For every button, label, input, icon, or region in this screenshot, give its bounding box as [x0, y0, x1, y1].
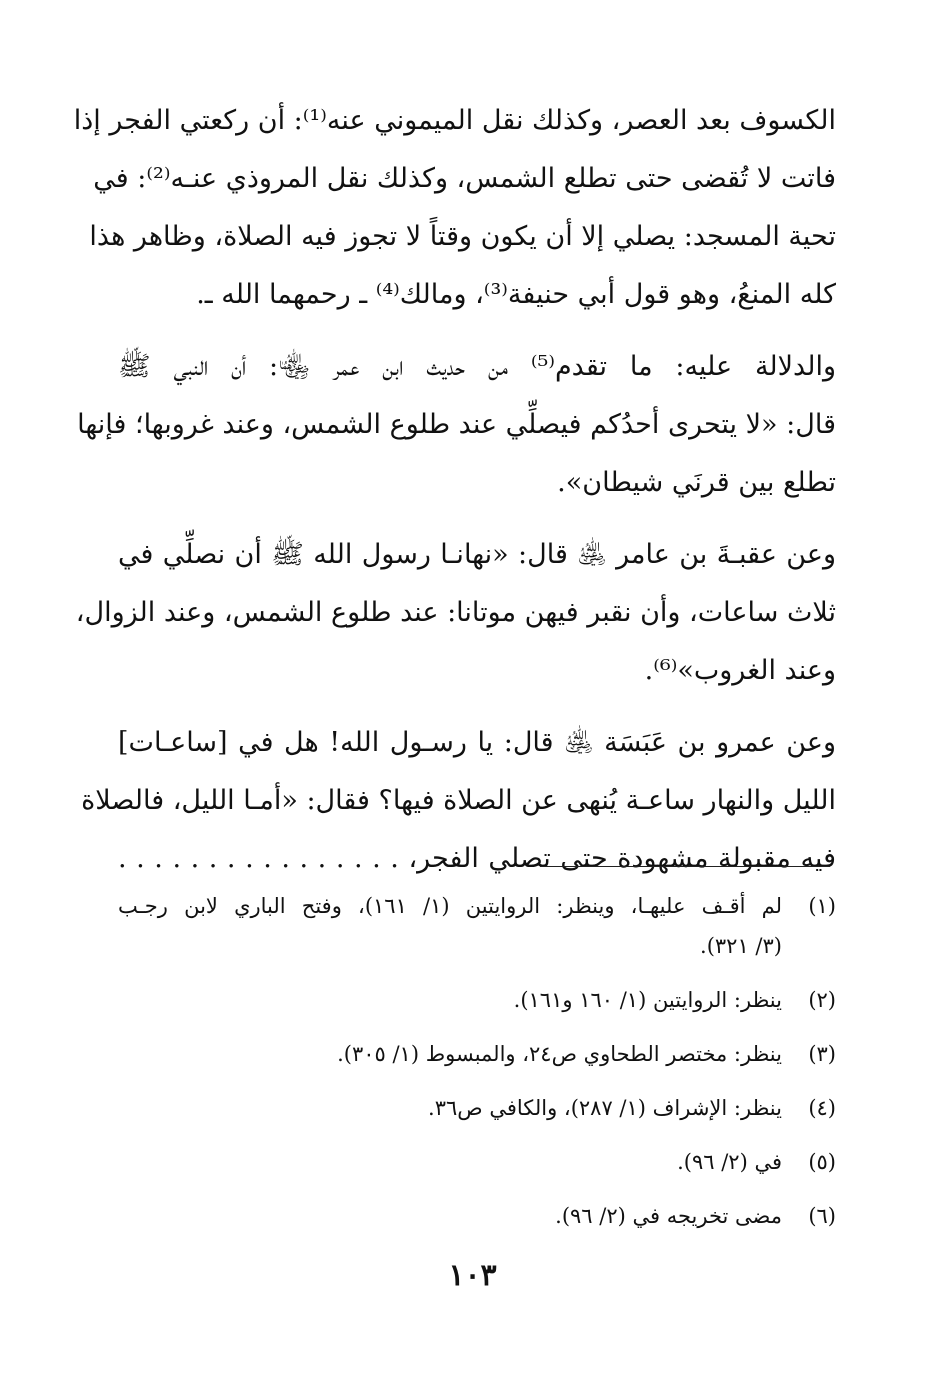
paragraph-1: [73, 92, 836, 324]
footnote-line: (٣/ ٣٢١).: [700, 934, 782, 958]
footnote-number: (٤): [808, 1096, 836, 1120]
footnote-text: [118, 1034, 782, 1074]
text-line: فيه مقبولة مشهودة حتى تصلي الفجر، . . . . . . . . . . . . . . . .: [118, 843, 836, 874]
text-line: وعن عقبـةَ بن عامر ﵁ قال: «نهانـا رسول الله ﷺ أن نصلِّي في: [118, 539, 836, 570]
paragraph-2: [77, 338, 836, 512]
footnote-number: (٢): [808, 988, 836, 1012]
footnote-text: [118, 980, 782, 1020]
footnote-divider: [540, 866, 830, 867]
footnote-number: (١): [808, 894, 836, 918]
paragraph-4: [81, 714, 836, 888]
text-line: قال: «لا يتحرى أحدُكم فيصلِّي عند طلوع الشمس، وعند غروبها؛ فإنها: [77, 409, 836, 440]
footnote-line: لم أقـف عليهـا، وينظر: الروايتين (١/ ١٦١)، وفتح الباري لابن رجـب: [118, 894, 782, 918]
footnote-5: [118, 1142, 836, 1182]
text-line: والدلالة عليه: ما تقدم⁽⁵⁾ من حديث ابن عمر ﵄: أن النبي ﷺ: [118, 351, 836, 382]
footnote-number: (٦): [808, 1204, 836, 1228]
text-line: ثلاث ساعات، وأن نقبر فيهن موتانا: عند طلوع الشمس، وعند الزوال،: [75, 597, 836, 628]
text-line: الكسوف بعد العصر، وكذلك نقل الميموني عنه⁽¹⁾: أن ركعتي الفجر إذا: [73, 105, 836, 136]
footnote-line: ينظر: الإشراف (١/ ٢٨٧)، والكافي ص٣٦.: [428, 1096, 782, 1120]
text-line: تطلع بين قرنَي شيطان».: [557, 467, 836, 498]
text-line: فاتت لا تُقضى حتى تطلع الشمس، وكذلك نقل المروذي عنـه⁽²⁾: في: [93, 163, 836, 194]
text-line: وعن عمرو بن عَبَسَة ﵁ قال: يا رسـول الله! هل في [ساعـات]: [118, 727, 836, 758]
paragraph-3: [75, 526, 836, 700]
footnote-2: [118, 980, 836, 1020]
footnote-1: [118, 886, 836, 966]
page-number: ١٠٣: [448, 1258, 497, 1293]
footnote-line: ينظر: الروايتين (١/ ١٦٠ و١٦١).: [513, 988, 782, 1012]
footnote-text: [118, 886, 782, 966]
footnote-3: [118, 1034, 836, 1074]
text-line: الليل والنهار ساعـة يُنهى عن الصلاة فيها؟ فقال: «أمـا الليل، فالصلاة: [81, 785, 836, 816]
footnote-number: (٥): [808, 1150, 836, 1174]
footnote-6: [118, 1196, 836, 1236]
footnote-text: [118, 1196, 782, 1236]
footnote-line: في (٢/ ٩٦).: [677, 1150, 782, 1174]
main-text: [73, 92, 836, 902]
footnote-line: ينظر: مختصر الطحاوي ص٢٤، والمبسوط (١/ ٣٠٥).: [337, 1042, 782, 1066]
footnote-text: [118, 1142, 782, 1182]
text-line: وعند الغروب»⁽⁶⁾.: [644, 655, 836, 686]
text-line: تحية المسجد: يصلي إلا أن يكون وقتاً لا تجوز فيه الصلاة، وظاهر هذا: [89, 221, 836, 252]
text-line: كله المنعُ، وهو قول أبي حنيفة⁽³⁾، ومالك⁽⁴⁾ ـ رحمهما الله ـ.: [196, 279, 836, 310]
footnotes: [118, 886, 836, 1250]
footnote-line: مضى تخريجه في (٢/ ٩٦).: [555, 1204, 782, 1228]
footnote-4: [118, 1088, 836, 1128]
footnote-number: (٣): [808, 1042, 836, 1066]
footnote-text: [118, 1088, 782, 1128]
